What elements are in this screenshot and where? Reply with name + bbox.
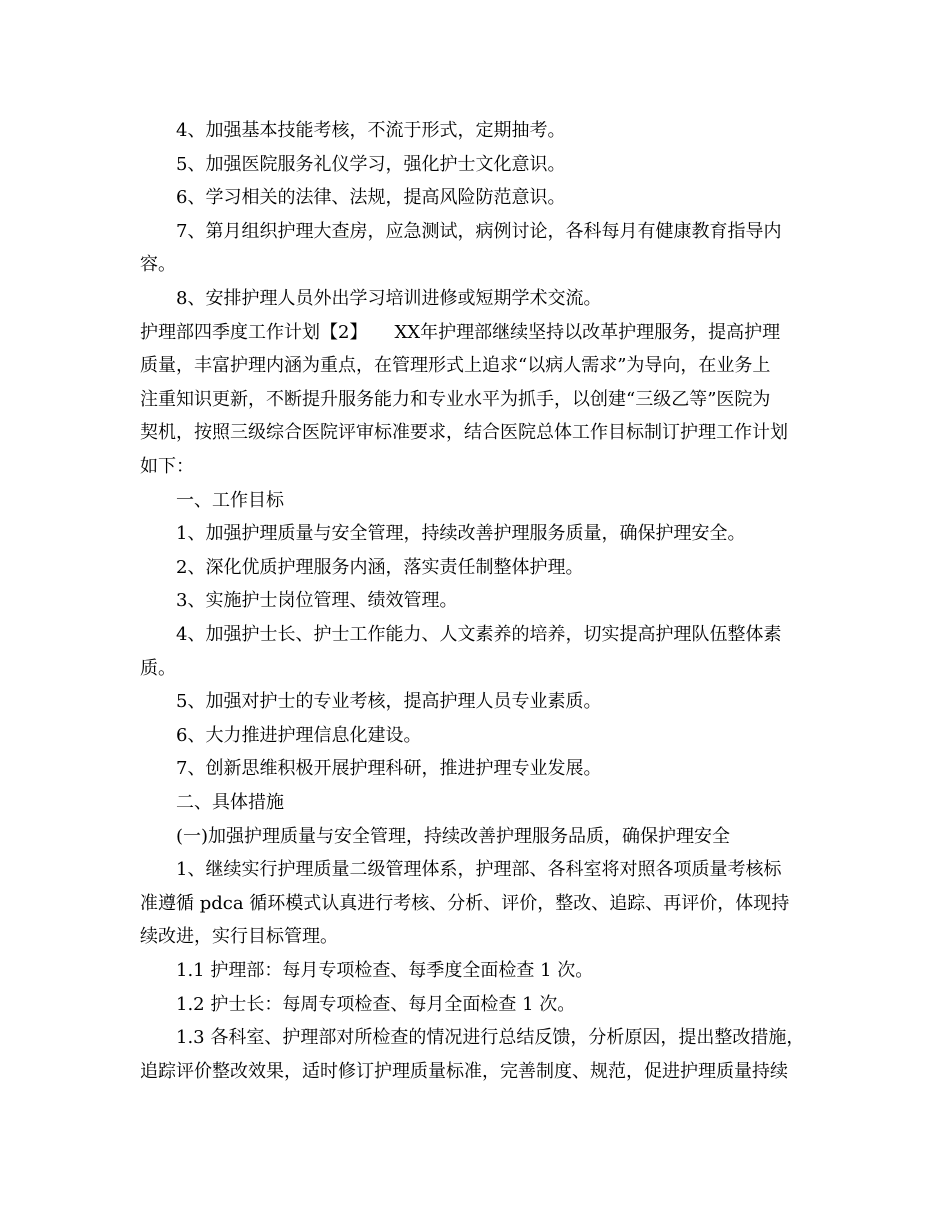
paragraph-line: 6、大力推进护理信息化建设。 <box>176 725 422 746</box>
paragraph-line: 7、第月组织护理大查房，应急测试，病例讨论，各科每月有健康教育指导内 <box>176 221 782 242</box>
paragraph-line: 3、实施护士岗位管理、绩效管理。 <box>176 590 458 611</box>
paragraph-line: 追踪评价整改效果，适时修订护理质量标准，完善制度、规范，促进护理质量持续 <box>140 1061 788 1082</box>
paragraph-line: 7、创新思维积极开展护理科研，推进护理专业发展。 <box>176 758 602 779</box>
paragraph-line: 5、加强医院服务礼仪学习，强化护士文化意识。 <box>176 154 566 175</box>
paragraph-line: 1、加强护理质量与安全管理，持续改善护理服务质量，确保护理安全。 <box>176 523 746 544</box>
paragraph-line: 1.1 护理部：每月专项检查、每季度全面检查 1 次。 <box>176 960 594 981</box>
paragraph-line: 容。 <box>140 254 176 275</box>
paragraph-line: 质。 <box>140 658 176 679</box>
paragraph-line: 6、学习相关的法律、法规，提高风险防范意识。 <box>176 187 566 208</box>
paragraph-line: 1、继续实行护理质量二级管理体系，护理部、各科室将对照各项质量考核标 <box>176 859 782 880</box>
paragraph-line: 准遵循 pdca 循环模式认真进行考核、分析、评价，整改、追踪、再评价，体现持 <box>140 893 790 914</box>
paragraph-line: 续改进，实行目标管理。 <box>140 926 338 947</box>
paragraph-line: 如下： <box>140 456 194 477</box>
paragraph-line: 4、加强护士长、护士工作能力、人文素养的培养，切实提高护理队伍整体素 <box>176 624 782 645</box>
paragraph-line: 2、深化优质护理服务内涵，落实责任制整体护理。 <box>176 557 584 578</box>
paragraph-line: 注重知识更新，不断提升服务能力和专业水平为抓手，以创建“三级乙等”医院为 <box>140 389 771 410</box>
paragraph-line: 护理部四季度工作计划【2】 XX年护理部继续坚持以改革护理服务，提高护理 <box>140 322 781 343</box>
paragraph-line: 一、工作目标 <box>176 490 284 511</box>
paragraph-line: 1.2 护士长：每周专项检查、每月全面检查 1 次。 <box>176 994 576 1015</box>
paragraph-line: 1.3 各科室、护理部对所检查的情况进行总结反馈，分析原因，提出整改措施， <box>176 1027 805 1048</box>
paragraph-line: (一)加强护理质量与安全管理，持续改善护理服务品质，确保护理安全 <box>176 826 731 847</box>
paragraph-line: 5、加强对护士的专业考核，提高护理人员专业素质。 <box>176 691 602 712</box>
paragraph-line: 4、加强基本技能考核，不流于形式，定期抽考。 <box>176 120 566 141</box>
paragraph-line: 8、安排护理人员外出学习培训进修或短期学术交流。 <box>176 288 602 309</box>
paragraph-line: 契机，按照三级综合医院评审标准要求，结合医院总体工作目标制订护理工作计划 <box>140 422 788 443</box>
paragraph-line: 质量，丰富护理内涵为重点，在管理形式上追求“以病人需求”为导向，在业务上 <box>140 355 771 376</box>
paragraph-line: 二、具体措施 <box>176 792 284 813</box>
